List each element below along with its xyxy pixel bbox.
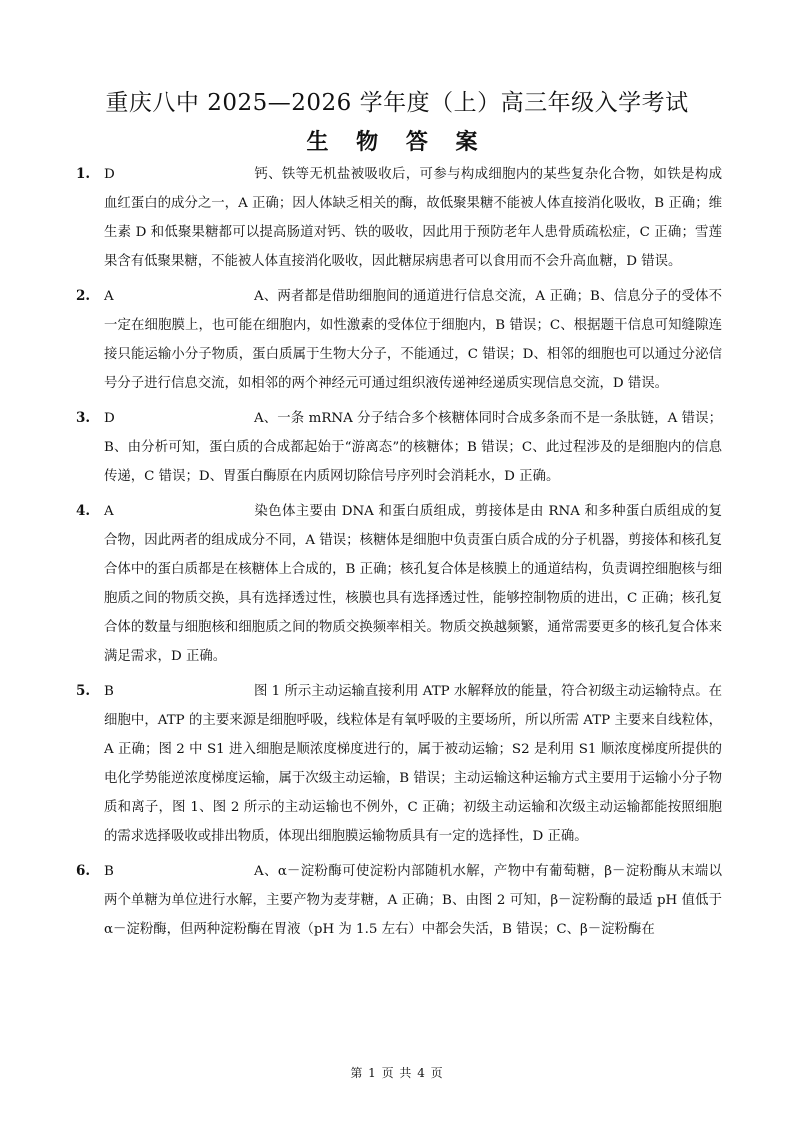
exam-title: 重庆八中 2025—2026 学年度（上）高三年级入学考试 [105,90,689,116]
question-number: 4. [76,503,91,519]
answer-explanation: A、一条 mRNA 分子结合多个核糖体同时合成多条而不是一条肽链，A 错误；B、由分析可知，蛋白质的合成都起始于“游离态”的核糖体；B 错误；C、此过程涉及的是细胞内的信息传递，C 错误；D、胃蛋白酶原在内质网切除信号序列时会消耗水，D 正确。 [104,411,722,484]
answer-explanation: A、两者都是借助细胞间的通道进行信息交流，A 正确；B、信息分子的受体不一定在细胞膜上，也可能在细胞内，如性激素的受体位于细胞内，B 错误；C、根据题干信息可知缝隙连接只能运输小分子物质，蛋白质属于生物大分子，不能通过，C 错误；D、相邻的细胞也可以通过分泌信号分子进行信息交流，如相邻的两个神经元可通过组织液传递神经递质实现信息交流，D 错误。 [104,289,722,391]
answer-item-6 [76,857,722,944]
answer-choice: A [104,504,114,519]
question-number: 1. [76,166,91,182]
answer-item-1 [76,160,722,276]
answer-key-subtitle: 生 物 答 案 [306,129,488,155]
page-number: 第 1 页 共 4 页 [350,1066,444,1080]
answer-item-2 [76,282,722,398]
answer-item-3 [76,404,722,491]
answer-explanation: 钙、铁等无机盐被吸收后，可参与构成细胞内的某些复杂化合物，如铁是构成血红蛋白的成分之一，A 正确；因人体缺乏相关的酶，故低聚果糖不能被人体直接消化吸收，B 正确；维生素 D 和低聚果糖都可以提高肠道对钙、铁的吸收，因此用于预防老年人患骨质疏松症，C 正确；雪莲果含有低聚果糖，不能被人体直接消化吸收，因此糖尿病患者可以食用而不会升高血糖，D 错误。 [104,167,722,269]
answer-choice: D [104,411,115,426]
question-number: 6. [76,863,91,879]
answer-choice: B [104,864,114,879]
answer-list [76,160,722,950]
question-number: 2. [76,288,91,304]
answer-explanation: 图 1 所示主动运输直接利用 ATP 水解释放的能量，符合初级主动运输特点。在细胞中，ATP 的主要来源是细胞呼吸，线粒体是有氧呼吸的主要场所，所以所需 ATP 主要来自线粒体，A 正确；图 2 中 S1 进入细胞是顺浓度梯度进行的，属于被动运输；S2 是利用 S1 顺浓度梯度所提供的电化学势能逆浓度梯度运输，属于次级主动运输，B 错误；主动运输这种运输方式主要用于运输小分子物质和离子，图 1、图 2 所示的主动运输也不例外，C 正确；初级主动运输和次级主动运输都能按照细胞的需求选择吸收或排出物质，体现出细胞膜运输物质具有一定的选择性，D 正确。 [104,684,722,844]
answer-explanation: A、α－淀粉酶可使淀粉内部随机水解，产物中有葡萄糖，β－淀粉酶从末端以两个单糖为单位进行水解，主要产物为麦芽糖，A 正确；B、由图 2 可知，β－淀粉酶的最适 pH 值低于α－淀粉酶，但两种淀粉酶在胃液（pH 为 1.5 左右）中都会失活，B 错误；C、β－淀粉酶在 [104,864,722,937]
question-number: 5. [76,683,91,699]
answer-item-4 [76,497,722,671]
answer-choice: A [104,289,114,304]
answer-item-5 [76,677,722,851]
question-number: 3. [76,410,91,426]
answer-choice: B [104,684,114,699]
answer-choice: D [104,167,115,182]
answer-explanation: 染色体主要由 DNA 和蛋白质组成，剪接体是由 RNA 和多种蛋白质组成的复合物，因此两者的组成成分不同，A 错误；核糖体是细胞中负责蛋白质合成的分子机器，剪接体和核孔复合体中的蛋白质都是在核糖体上合成的，B 正确；核孔复合体是核膜上的通道结构，负责调控细胞核与细胞质之间的物质交换，具有选择透过性，核膜也具有选择透过性，能够控制物质的进出，C 正确；核孔复合体的数量与细胞核和细胞质之间的物质交换频率相关。物质交换越频繁，通常需要更多的核孔复合体来满足需求，D 正确。 [104,504,722,664]
